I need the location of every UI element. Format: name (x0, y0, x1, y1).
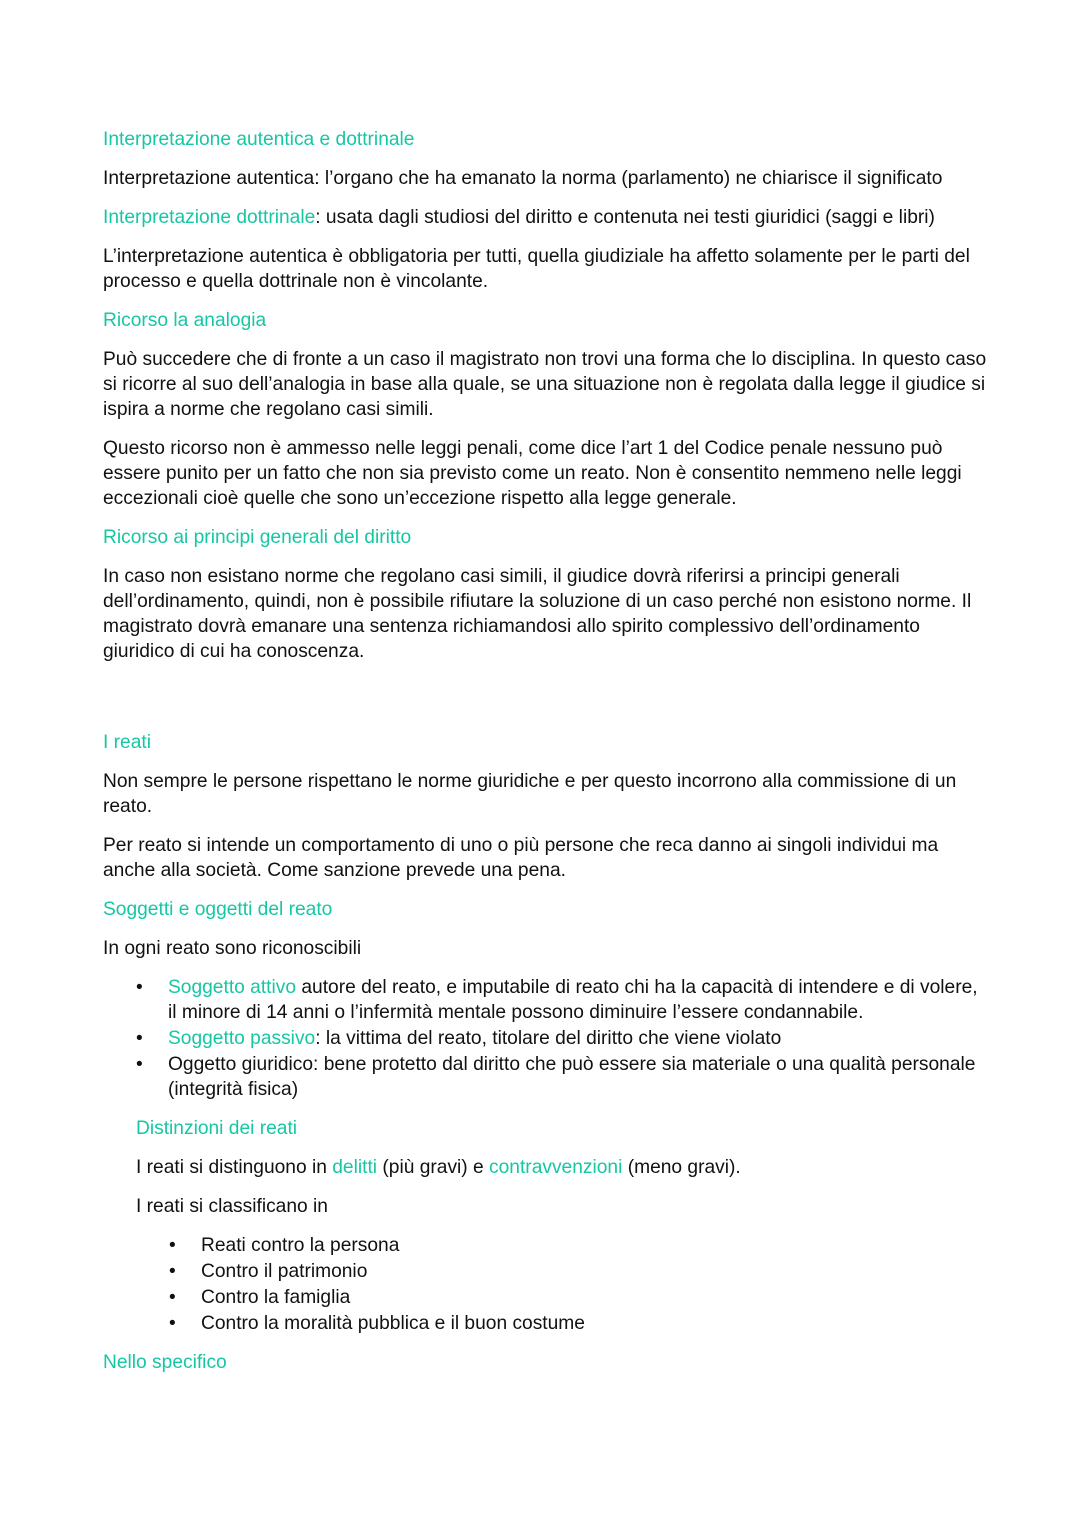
spacer (103, 678, 990, 730)
paragraph (103, 1155, 990, 1180)
paragraph: Questo ricorso non è ammesso nelle leggi penali, come dice l’art 1 del Codice penale nessuno può essere punito per un fatto che non sia previsto come un reato. Non è consentito nemmeno nelle leggi eccezionali cioè quelle che sono un’eccezione rispetto alla legge generale. (103, 438, 962, 509)
paragraph-text: (meno gravi). (622, 1157, 741, 1178)
heading-reati: I reati (103, 732, 151, 753)
heading-distinzioni: Distinzioni dei reati (136, 1118, 298, 1139)
paragraph: In ogni reato sono riconoscibili (103, 938, 362, 959)
bullet-list (103, 1233, 990, 1336)
highlighted-term: delitti (332, 1157, 378, 1178)
bullet-list (103, 975, 990, 1102)
highlighted-term: Soggetto passivo (168, 1028, 316, 1049)
list-item (103, 1026, 990, 1051)
heading-soggetti-oggetti: Soggetti e oggetti del reato (103, 899, 333, 920)
list-item: • Contro la moralità pubblica e il buon costume (103, 1311, 990, 1336)
paragraph-text: (più gravi) e (377, 1157, 490, 1178)
paragraph: Interpretazione autentica: l’organo che ha emanato la norma (parlamento) ne chiarisce il significato (103, 168, 943, 189)
list-item-text: autore del reato, e imputabile di reato chi ha la capacità di intendere e di volere, il minore di 14 anni o l’infermità mentale possono diminuire l’essere condannabile. (168, 977, 978, 1023)
list-item: • Reati contro la persona (103, 1233, 990, 1258)
list-item: • Contro la famiglia (103, 1285, 990, 1310)
heading-interpretazione: Interpretazione autentica e dottrinale (103, 129, 415, 150)
paragraph-text: : usata dagli studiosi del diritto e contenuta nei testi giuridici (saggi e libri) (315, 207, 935, 228)
paragraph: I reati si classificano in (136, 1196, 328, 1217)
paragraph: L’interpretazione autentica è obbligatoria per tutti, quella giudiziale ha affetto solamente per le parti del processo e quella dottrinale non è vincolante. (103, 246, 970, 292)
highlighted-term: Interpretazione dottrinale (103, 207, 316, 228)
heading-principi-generali: Ricorso ai principi generali del diritto (103, 527, 412, 548)
highlighted-term: contravvenzioni (489, 1157, 623, 1178)
list-item: • Contro il patrimonio (103, 1259, 990, 1284)
heading-analogia: Ricorso la analogia (103, 310, 267, 331)
paragraph: In caso non esistano norme che regolano casi simili, il giudice dovrà riferirsi a principi generali dell’ordinamento, quindi, non è possibile rifiutare la soluzione di un caso perché non esistono norme. Il magistrato dovrà emanare una sentenza richiamandosi allo spirito complessivo dell’ordinamento giuridico di cui ha conoscenza. (103, 566, 972, 662)
paragraph (103, 205, 990, 230)
paragraph-text: I reati si distinguono in (136, 1157, 333, 1178)
list-item-text: : la vittima del reato, titolare del diritto che viene violato (315, 1028, 782, 1049)
paragraph: Può succedere che di fronte a un caso il magistrato non trovi una forma che lo disciplina. In questo caso si ricorre al suo dell’analogia in base alla quale, se una situazione non è regolata dalla legge il giudice si ispira a norme che regolano casi simili. (103, 349, 987, 420)
list-item (103, 975, 990, 1025)
highlighted-term: Soggetto attivo (168, 977, 297, 998)
heading-nello-specifico: Nello specifico (103, 1352, 227, 1373)
paragraph: Non sempre le persone rispettano le norme giuridiche e per questo incorrono alla commissione di un reato. (103, 771, 957, 817)
paragraph: Per reato si intende un comportamento di uno o più persone che reca danno ai singoli individui ma anche alla società. Come sanzione prevede una pena. (103, 835, 939, 881)
list-item: • Oggetto giuridico: bene protetto dal diritto che può essere sia materiale o una qualità personale (integrità fisica) (103, 1052, 990, 1102)
